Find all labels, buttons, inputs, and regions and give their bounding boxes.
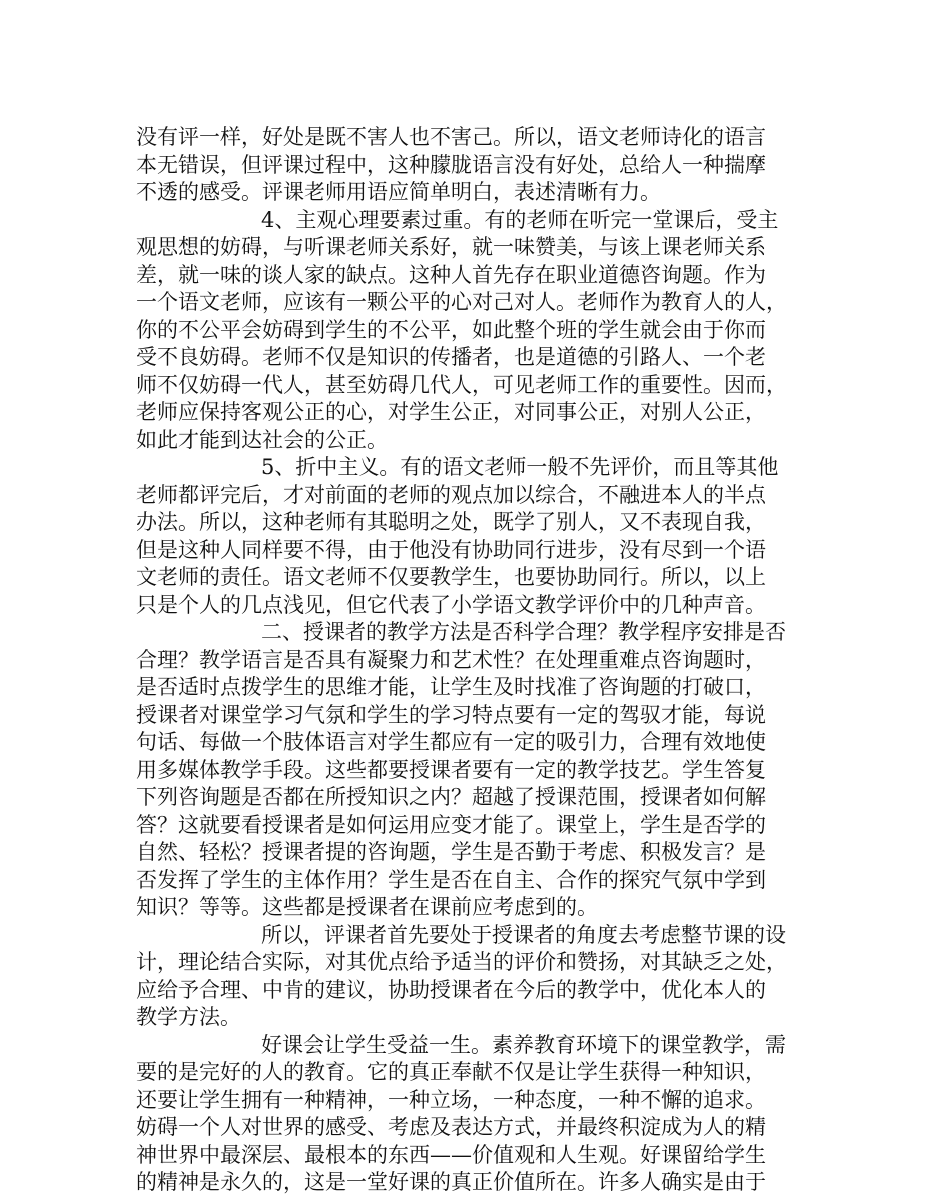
text-line: 你的不公平会妨碍到学生的不公平，如此整个班的学生就会由于你而 [136,317,766,342]
text-line: 还要让学生拥有一种精神，一种立场，一种态度，一种不懈的追求。 [136,1087,766,1112]
text-line: 计，理论结合实际，对其优点给予适当的评价和赞扬，对其缺乏之处， [136,950,787,974]
text-line: 用多媒体教学手段。这些都要授课者要有一定的教学技艺。学生答复 [136,757,766,782]
text-line: 应给予合理、中肯的建议，协助授课者在今后的教学中，优化本人的 [136,977,766,1002]
text-line: 老师都评完后，才对前面的老师的观点加以综合，不融进本人的半点 [136,482,766,507]
text-line: 授课者对课堂学习气氛和学生的学习特点要有一定的驾驭才能，每说 [136,702,766,727]
paragraph-start-line: 5、折中主义。有的语文老师一般不先评价，而且等其他 [261,455,779,479]
text-line: 答？这就要看授课者是如何运用应变才能了。课堂上，学生是否学的 [136,812,766,837]
paragraph-start-line: 4、主观心理要素过重。有的老师在听完一堂课后，受主 [261,207,779,232]
text-line: 神世界中最深层、最根本的东西——价值观和人生观。好课留给学生 [136,1142,766,1167]
text-line: 差，就一味的谈人家的缺点。这种人首先存在职业道德咨询题。作为 [136,262,766,287]
paragraph-start-line: 所以，评课者首先要处于授课者的角度去考虑整节课的设 [261,922,786,947]
text-line: 如此才能到达社会的公正。 [136,427,388,452]
text-line: 下列咨询题是否都在所授知识之内？超越了授课范围，授课者如何解 [136,785,766,809]
text-line: 合理？教学语言是否具有凝聚力和艺术性？在处理重难点咨询题时， [136,647,766,672]
text-line: 文老师的责任。语文老师不仅要教学生，也要协助同行。所以，以上 [136,565,766,589]
text-line: 办法。所以，这种老师有其聪明之处，既学了别人，又不表现自我， [136,510,766,534]
paragraph-start-line: 二、授课者的教学方法是否科学合理？教学程序安排是否 [261,620,786,644]
text-line: 老师应保持客观公正的心，对学生公正，对同事公正，对别人公正， [136,400,766,424]
text-line: 只是个人的几点浅见，但它代表了小学语文教学评价中的几种声音。 [136,592,766,617]
text-line: 没有评一样，好处是既不害人也不害己。所以，语文老师诗化的语言 [136,125,766,149]
text-line: 本无错误，但评课过程中，这种朦胧语言没有好处，总给人一种揣摩 [136,152,766,177]
document-body [136,124,816,1197]
text-line: 妨碍一个人对世界的感受、考虑及表达方式，并最终积淀成为人的精 [136,1115,766,1139]
text-line: 师不仅妨碍一代人，甚至妨碍几代人，可见老师工作的重要性。因而， [136,372,787,397]
text-line: 否发挥了学生的主体作用？学生是否在自主、合作的探究气氛中学到 [136,867,766,892]
text-line: 观思想的妨碍，与听课老师关系好，就一味赞美，与该上课老师关系 [136,235,766,259]
text-line: 教学方法。 [136,1005,241,1029]
text-line: 知识？等等。这些都是授课者在课前应考虑到的。 [136,895,598,919]
text-line: 不透的感受。评课老师用语应简单明白，表述清晰有力。 [136,180,661,204]
text-line: 一个语文老师，应该有一颗公平的心对己对人。老师作为教育人的人， [136,290,787,314]
text-line: 自然、轻松？授课者提的咨询题，学生是否勤于考虑、积极发言？是 [136,840,766,864]
text-line: 是否适时点拨学生的思维才能，让学生及时找准了咨询题的打破口， [136,675,766,699]
text-line: 的精神是永久的，这是一堂好课的真正价值所在。许多人确实是由于 [136,1170,766,1194]
text-line: 句话、每做一个肢体语言对学生都应有一定的吸引力，合理有效地使 [136,730,766,754]
paragraph-start-line: 好课会让学生受益一生。素养教育环境下的课堂教学，需 [261,1032,786,1057]
text-line: 受不良妨碍。老师不仅是知识的传播者，也是道德的引路人、一个老 [136,345,766,369]
text-line: 但是这种人同样要不得，由于他没有协助同行进步，没有尽到一个语 [136,537,766,562]
text-line: 要的是完好的人的教育。它的真正奉献不仅是让学生获得一种知识， [136,1060,766,1084]
